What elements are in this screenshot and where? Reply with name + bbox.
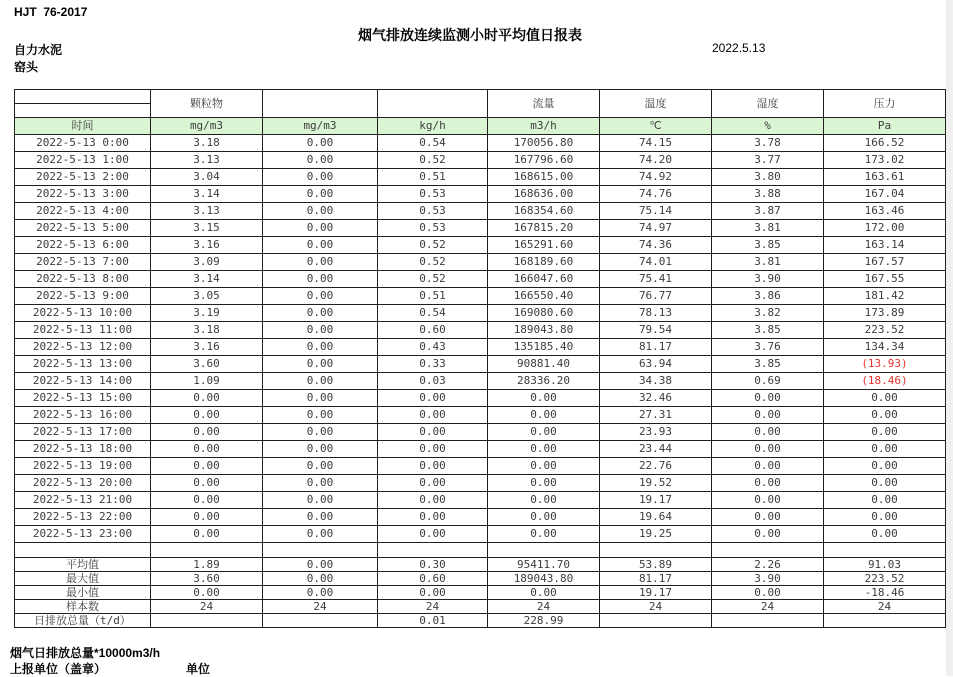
value-cell: 3.85 xyxy=(712,237,824,254)
value-cell: 3.15 xyxy=(151,220,263,237)
summary-value: 0.60 xyxy=(378,572,488,586)
value-cell: 0.51 xyxy=(378,288,488,305)
header-cell: 压力 xyxy=(824,90,946,118)
table-row xyxy=(15,492,946,509)
value-cell: 1.09 xyxy=(151,373,263,390)
value-cell: 0.33 xyxy=(378,356,488,373)
value-cell: 163.61 xyxy=(824,169,946,186)
value-cell: 0.00 xyxy=(488,441,600,458)
header-cell: 颗粒物 xyxy=(151,90,263,118)
summary-value: 223.52 xyxy=(824,572,946,586)
summary-value xyxy=(824,614,946,628)
value-cell: 170056.80 xyxy=(488,135,600,152)
value-cell: 0.00 xyxy=(263,356,378,373)
value-cell: 0.00 xyxy=(263,526,378,543)
table-row xyxy=(15,509,946,526)
summary-value: 0.01 xyxy=(378,614,488,628)
value-cell: 0.00 xyxy=(488,526,600,543)
value-cell: 3.16 xyxy=(151,339,263,356)
value-cell: 0.60 xyxy=(378,322,488,339)
summary-value: 0.00 xyxy=(488,586,600,600)
summary-row xyxy=(15,600,946,614)
summary-label: 日排放总量（t/d） xyxy=(15,614,151,628)
value-cell: 3.85 xyxy=(712,322,824,339)
value-cell: 3.18 xyxy=(151,322,263,339)
value-cell: 0.00 xyxy=(824,492,946,509)
summary-value: 3.90 xyxy=(712,572,824,586)
value-cell: 167.04 xyxy=(824,186,946,203)
value-cell: 3.85 xyxy=(712,356,824,373)
summary-value: 0.30 xyxy=(378,558,488,572)
summary-value: 228.99 xyxy=(488,614,600,628)
table-row xyxy=(15,526,946,543)
header-cell xyxy=(15,90,151,104)
value-cell: 75.14 xyxy=(600,203,712,220)
value-cell: 3.14 xyxy=(151,186,263,203)
time-cell: 2022-5-13 16:00 xyxy=(15,407,151,424)
time-cell: 2022-5-13 15:00 xyxy=(15,390,151,407)
value-cell: 167.55 xyxy=(824,271,946,288)
time-cell: 2022-5-13 4:00 xyxy=(15,203,151,220)
summary-value: 0.00 xyxy=(263,558,378,572)
summary-value: 0.00 xyxy=(712,586,824,600)
time-cell: 2022-5-13 8:00 xyxy=(15,271,151,288)
time-cell: 2022-5-13 19:00 xyxy=(15,458,151,475)
summary-value: 95411.70 xyxy=(488,558,600,572)
total-emission-note: 烟气日排放总量*10000m3/h xyxy=(10,646,161,660)
table-row xyxy=(15,169,946,186)
value-cell: 0.00 xyxy=(824,407,946,424)
summary-value: -18.46 xyxy=(824,586,946,600)
report-date: 2022.5.13 xyxy=(712,41,766,55)
value-cell: (13.93) xyxy=(824,356,946,373)
value-cell: 0.00 xyxy=(824,458,946,475)
value-cell: 0.00 xyxy=(263,492,378,509)
page-title: 烟气排放连续监测小时平均值日报表 xyxy=(358,27,582,43)
value-cell: 74.36 xyxy=(600,237,712,254)
time-cell: 2022-5-13 14:00 xyxy=(15,373,151,390)
value-cell: 0.00 xyxy=(378,492,488,509)
header-cell: 温度 xyxy=(600,90,712,118)
value-cell: 0.00 xyxy=(488,407,600,424)
empty-cell xyxy=(488,543,600,558)
value-cell: 135185.40 xyxy=(488,339,600,356)
summary-row xyxy=(15,586,946,600)
summary-value: 1.89 xyxy=(151,558,263,572)
value-cell: 0.00 xyxy=(378,458,488,475)
value-cell: 0.00 xyxy=(151,424,263,441)
value-cell: 0.00 xyxy=(712,492,824,509)
summary-row xyxy=(15,572,946,586)
value-cell: 0.00 xyxy=(151,390,263,407)
unit-cell: mg/m3 xyxy=(263,118,378,135)
value-cell: 75.41 xyxy=(600,271,712,288)
value-cell: 74.97 xyxy=(600,220,712,237)
summary-value: 24 xyxy=(263,600,378,614)
value-cell: 0.00 xyxy=(263,407,378,424)
monitoring-point: 窑头 xyxy=(14,60,39,74)
time-cell: 2022-5-13 9:00 xyxy=(15,288,151,305)
header-group-row xyxy=(15,90,946,104)
unit-cell: ℃ xyxy=(600,118,712,135)
value-cell: 3.04 xyxy=(151,169,263,186)
value-cell: 0.00 xyxy=(263,220,378,237)
value-cell: 28336.20 xyxy=(488,373,600,390)
value-cell: 0.00 xyxy=(263,390,378,407)
time-cell: 2022-5-13 2:00 xyxy=(15,169,151,186)
value-cell: 0.00 xyxy=(263,509,378,526)
summary-value: 24 xyxy=(488,600,600,614)
value-cell: 173.89 xyxy=(824,305,946,322)
summary-row xyxy=(15,558,946,572)
value-cell: 0.00 xyxy=(263,475,378,492)
value-cell: 81.17 xyxy=(600,339,712,356)
value-cell: 3.78 xyxy=(712,135,824,152)
summary-value: 0.00 xyxy=(151,586,263,600)
summary-row xyxy=(15,614,946,628)
value-cell: 3.86 xyxy=(712,288,824,305)
value-cell: 19.25 xyxy=(600,526,712,543)
value-cell: 0.00 xyxy=(263,458,378,475)
value-cell: 0.53 xyxy=(378,186,488,203)
time-cell: 2022-5-13 13:00 xyxy=(15,356,151,373)
header-cell xyxy=(263,90,378,118)
value-cell: 19.64 xyxy=(600,509,712,526)
report-table xyxy=(14,89,946,628)
value-cell: 3.16 xyxy=(151,237,263,254)
unit-cell: mg/m3 xyxy=(151,118,263,135)
value-cell: 3.60 xyxy=(151,356,263,373)
value-cell: 0.00 xyxy=(712,509,824,526)
header-cell xyxy=(378,90,488,118)
value-cell: 0.00 xyxy=(263,254,378,271)
value-cell: 223.52 xyxy=(824,322,946,339)
summary-value: 0.00 xyxy=(378,586,488,600)
value-cell: 3.18 xyxy=(151,135,263,152)
time-cell: 2022-5-13 22:00 xyxy=(15,509,151,526)
table-row xyxy=(15,339,946,356)
value-cell: 3.81 xyxy=(712,254,824,271)
value-cell: 74.20 xyxy=(600,152,712,169)
value-cell: 34.38 xyxy=(600,373,712,390)
summary-value xyxy=(263,614,378,628)
value-cell: 0.00 xyxy=(263,305,378,322)
value-cell: 163.46 xyxy=(824,203,946,220)
empty-cell xyxy=(378,543,488,558)
value-cell: 0.00 xyxy=(488,492,600,509)
time-cell: 2022-5-13 20:00 xyxy=(15,475,151,492)
value-cell: 76.77 xyxy=(600,288,712,305)
header-cell xyxy=(15,104,151,118)
value-cell: 0.00 xyxy=(824,526,946,543)
unit-cell: Pa xyxy=(824,118,946,135)
summary-label: 最小值 xyxy=(15,586,151,600)
unit-cell: kg/h xyxy=(378,118,488,135)
value-cell: 0.00 xyxy=(824,441,946,458)
value-cell: 22.76 xyxy=(600,458,712,475)
unit-cell: 时间 xyxy=(15,118,151,135)
summary-value: 24 xyxy=(151,600,263,614)
spacer-row xyxy=(15,543,946,558)
value-cell: 166.52 xyxy=(824,135,946,152)
summary-value: 91.03 xyxy=(824,558,946,572)
value-cell: 90881.40 xyxy=(488,356,600,373)
summary-value: 19.17 xyxy=(600,586,712,600)
value-cell: 19.52 xyxy=(600,475,712,492)
value-cell: 0.52 xyxy=(378,271,488,288)
table-row xyxy=(15,203,946,220)
value-cell: 0.00 xyxy=(151,407,263,424)
time-cell: 2022-5-13 21:00 xyxy=(15,492,151,509)
time-cell: 2022-5-13 0:00 xyxy=(15,135,151,152)
value-cell: 0.00 xyxy=(378,390,488,407)
value-cell: 0.00 xyxy=(378,424,488,441)
value-cell: 0.69 xyxy=(712,373,824,390)
table-row xyxy=(15,356,946,373)
reporting-unit-label: 上报单位（盖章） xyxy=(10,662,107,676)
value-cell: 173.02 xyxy=(824,152,946,169)
header-cell: 湿度 xyxy=(712,90,824,118)
summary-value: 0.00 xyxy=(263,572,378,586)
value-cell: 0.00 xyxy=(263,203,378,220)
right-edge-strip xyxy=(946,0,953,676)
summary-value: 24 xyxy=(712,600,824,614)
unit-cell: % xyxy=(712,118,824,135)
empty-cell xyxy=(263,543,378,558)
summary-value xyxy=(600,614,712,628)
value-cell: 0.00 xyxy=(263,186,378,203)
value-cell: 0.00 xyxy=(488,390,600,407)
value-cell: 0.52 xyxy=(378,152,488,169)
value-cell: 0.00 xyxy=(824,390,946,407)
value-cell: 181.42 xyxy=(824,288,946,305)
table-row xyxy=(15,186,946,203)
value-cell: 0.00 xyxy=(488,424,600,441)
value-cell: 168189.60 xyxy=(488,254,600,271)
value-cell: 27.31 xyxy=(600,407,712,424)
value-cell: 79.54 xyxy=(600,322,712,339)
value-cell: 74.15 xyxy=(600,135,712,152)
value-cell: (18.46) xyxy=(824,373,946,390)
value-cell: 166047.60 xyxy=(488,271,600,288)
value-cell: 0.03 xyxy=(378,373,488,390)
time-cell: 2022-5-13 12:00 xyxy=(15,339,151,356)
value-cell: 172.00 xyxy=(824,220,946,237)
table-row xyxy=(15,475,946,492)
value-cell: 74.76 xyxy=(600,186,712,203)
summary-value: 2.26 xyxy=(712,558,824,572)
table-row xyxy=(15,424,946,441)
value-cell: 0.00 xyxy=(263,373,378,390)
time-cell: 2022-5-13 18:00 xyxy=(15,441,151,458)
summary-label: 平均值 xyxy=(15,558,151,572)
value-cell: 63.94 xyxy=(600,356,712,373)
time-cell: 2022-5-13 1:00 xyxy=(15,152,151,169)
time-cell: 2022-5-13 23:00 xyxy=(15,526,151,543)
value-cell: 0.00 xyxy=(488,509,600,526)
summary-label: 最大值 xyxy=(15,572,151,586)
value-cell: 0.00 xyxy=(263,322,378,339)
summary-value: 3.60 xyxy=(151,572,263,586)
value-cell: 3.19 xyxy=(151,305,263,322)
value-cell: 0.00 xyxy=(712,526,824,543)
empty-cell xyxy=(712,543,824,558)
value-cell: 0.54 xyxy=(378,135,488,152)
summary-value: 24 xyxy=(378,600,488,614)
time-cell: 2022-5-13 6:00 xyxy=(15,237,151,254)
value-cell: 0.00 xyxy=(488,458,600,475)
value-cell: 0.00 xyxy=(263,135,378,152)
value-cell: 3.09 xyxy=(151,254,263,271)
summary-value: 24 xyxy=(600,600,712,614)
unit-label: 单位 xyxy=(186,662,211,676)
unit-row xyxy=(15,118,946,135)
value-cell: 0.00 xyxy=(263,424,378,441)
summary-value xyxy=(151,614,263,628)
value-cell: 0.00 xyxy=(712,458,824,475)
table-row xyxy=(15,237,946,254)
value-cell: 0.00 xyxy=(263,237,378,254)
value-cell: 0.00 xyxy=(263,441,378,458)
summary-label: 样本数 xyxy=(15,600,151,614)
table-row xyxy=(15,441,946,458)
value-cell: 0.00 xyxy=(151,475,263,492)
value-cell: 0.00 xyxy=(712,441,824,458)
value-cell: 168354.60 xyxy=(488,203,600,220)
value-cell: 168615.00 xyxy=(488,169,600,186)
value-cell: 3.81 xyxy=(712,220,824,237)
value-cell: 3.90 xyxy=(712,271,824,288)
empty-cell xyxy=(824,543,946,558)
table-row xyxy=(15,135,946,152)
value-cell: 0.00 xyxy=(824,509,946,526)
value-cell: 0.00 xyxy=(378,407,488,424)
value-cell: 0.53 xyxy=(378,220,488,237)
value-cell: 0.52 xyxy=(378,237,488,254)
value-cell: 0.43 xyxy=(378,339,488,356)
value-cell: 19.17 xyxy=(600,492,712,509)
value-cell: 74.92 xyxy=(600,169,712,186)
value-cell: 23.93 xyxy=(600,424,712,441)
summary-value: 189043.80 xyxy=(488,572,600,586)
header-cell: 流量 xyxy=(488,90,600,118)
value-cell: 3.76 xyxy=(712,339,824,356)
value-cell: 74.01 xyxy=(600,254,712,271)
value-cell: 3.77 xyxy=(712,152,824,169)
value-cell: 167.57 xyxy=(824,254,946,271)
value-cell: 0.52 xyxy=(378,254,488,271)
value-cell: 0.00 xyxy=(824,475,946,492)
empty-cell xyxy=(15,543,151,558)
value-cell: 3.82 xyxy=(712,305,824,322)
value-cell: 169080.60 xyxy=(488,305,600,322)
value-cell: 3.14 xyxy=(151,271,263,288)
value-cell: 3.80 xyxy=(712,169,824,186)
time-cell: 2022-5-13 3:00 xyxy=(15,186,151,203)
value-cell: 3.05 xyxy=(151,288,263,305)
table-row xyxy=(15,254,946,271)
empty-cell xyxy=(151,543,263,558)
value-cell: 166550.40 xyxy=(488,288,600,305)
summary-value: 0.00 xyxy=(263,586,378,600)
time-cell: 2022-5-13 10:00 xyxy=(15,305,151,322)
table-row xyxy=(15,322,946,339)
table-row xyxy=(15,373,946,390)
summary-value: 53.89 xyxy=(600,558,712,572)
value-cell: 0.00 xyxy=(712,407,824,424)
value-cell: 0.00 xyxy=(151,526,263,543)
summary-value xyxy=(712,614,824,628)
value-cell: 23.44 xyxy=(600,441,712,458)
value-cell: 167796.60 xyxy=(488,152,600,169)
value-cell: 0.00 xyxy=(378,526,488,543)
time-cell: 2022-5-13 11:00 xyxy=(15,322,151,339)
value-cell: 0.00 xyxy=(263,339,378,356)
value-cell: 0.53 xyxy=(378,203,488,220)
value-cell: 0.00 xyxy=(378,441,488,458)
value-cell: 0.00 xyxy=(824,424,946,441)
value-cell: 0.00 xyxy=(488,475,600,492)
value-cell: 0.00 xyxy=(378,509,488,526)
table-row xyxy=(15,390,946,407)
table-row xyxy=(15,458,946,475)
value-cell: 189043.80 xyxy=(488,322,600,339)
standard-code: HJT 76-2017 xyxy=(14,5,88,19)
table-row xyxy=(15,305,946,322)
value-cell: 0.00 xyxy=(151,509,263,526)
value-cell: 0.00 xyxy=(712,475,824,492)
summary-value: 81.17 xyxy=(600,572,712,586)
value-cell: 0.51 xyxy=(378,169,488,186)
company-name: 自力水泥 xyxy=(14,43,63,57)
value-cell: 0.00 xyxy=(712,390,824,407)
summary-value: 24 xyxy=(824,600,946,614)
table-row xyxy=(15,288,946,305)
table-row xyxy=(15,407,946,424)
value-cell: 0.54 xyxy=(378,305,488,322)
value-cell: 0.00 xyxy=(151,458,263,475)
table-row xyxy=(15,220,946,237)
value-cell: 0.00 xyxy=(712,424,824,441)
time-cell: 2022-5-13 7:00 xyxy=(15,254,151,271)
time-cell: 2022-5-13 5:00 xyxy=(15,220,151,237)
table-row xyxy=(15,152,946,169)
value-cell: 3.13 xyxy=(151,203,263,220)
value-cell: 163.14 xyxy=(824,237,946,254)
value-cell: 0.00 xyxy=(263,169,378,186)
value-cell: 0.00 xyxy=(151,441,263,458)
value-cell: 0.00 xyxy=(263,152,378,169)
value-cell: 167815.20 xyxy=(488,220,600,237)
value-cell: 78.13 xyxy=(600,305,712,322)
value-cell: 134.34 xyxy=(824,339,946,356)
value-cell: 168636.00 xyxy=(488,186,600,203)
value-cell: 32.46 xyxy=(600,390,712,407)
empty-cell xyxy=(600,543,712,558)
value-cell: 0.00 xyxy=(378,475,488,492)
time-cell: 2022-5-13 17:00 xyxy=(15,424,151,441)
value-cell: 0.00 xyxy=(151,492,263,509)
value-cell: 0.00 xyxy=(263,288,378,305)
table-row xyxy=(15,271,946,288)
unit-cell: m3/h xyxy=(488,118,600,135)
value-cell: 3.88 xyxy=(712,186,824,203)
value-cell: 3.13 xyxy=(151,152,263,169)
value-cell: 0.00 xyxy=(263,271,378,288)
value-cell: 165291.60 xyxy=(488,237,600,254)
value-cell: 3.87 xyxy=(712,203,824,220)
